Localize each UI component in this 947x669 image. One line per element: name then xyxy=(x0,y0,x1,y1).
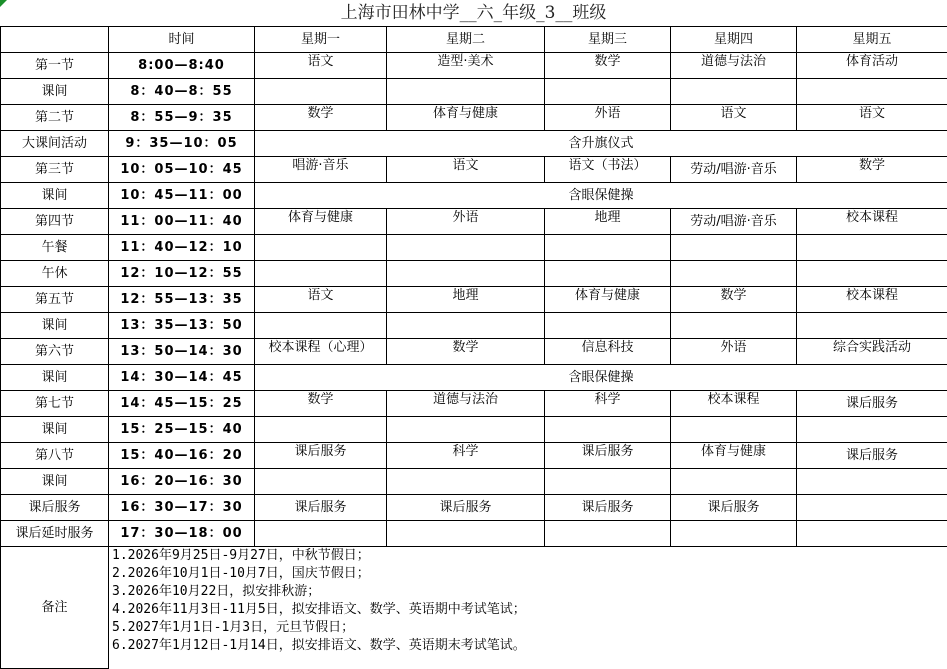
header-thursday[interactable]: 星期四 xyxy=(671,27,797,53)
cell-thursday[interactable]: 课后服务 xyxy=(671,495,797,521)
cell-monday[interactable]: 数学 xyxy=(255,391,387,417)
cell-tuesday[interactable]: 地理 xyxy=(387,287,545,313)
period-time[interactable]: 8：55—9：35 xyxy=(109,105,255,131)
period-time[interactable]: 12：55—13：35 xyxy=(109,287,255,313)
cell-monday[interactable] xyxy=(255,79,387,105)
cell-friday[interactable] xyxy=(797,521,947,547)
cell-tuesday[interactable]: 语文 xyxy=(387,157,545,183)
period-time[interactable]: 12：10—12：55 xyxy=(109,261,255,287)
cell-wednesday[interactable]: 外语 xyxy=(545,105,671,131)
period-time[interactable]: 16：20—16：30 xyxy=(109,469,255,495)
cell-friday[interactable] xyxy=(797,417,947,443)
period-time[interactable]: 10：05—10：45 xyxy=(109,157,255,183)
note-line: 6.2027年1月12日-1月14日，拟安排语文、数学、英语期末考试笔试。 xyxy=(112,637,947,655)
cell-wednesday[interactable]: 地理 xyxy=(545,209,671,235)
period-label[interactable]: 大课间活动 xyxy=(1,131,109,157)
period-time[interactable]: 11：00—11：40 xyxy=(109,209,255,235)
cell-thursday[interactable]: 外语 xyxy=(671,339,797,365)
note-line: 2.2026年10月1日-10月7日，国庆节假日； xyxy=(112,565,947,583)
cell-friday[interactable]: 课后服务 xyxy=(797,391,947,417)
period-label[interactable]: 第七节 xyxy=(1,391,109,417)
cell-monday[interactable]: 唱游·音乐 xyxy=(255,157,387,183)
cell-tuesday[interactable] xyxy=(387,79,545,105)
period-label[interactable]: 午休 xyxy=(1,261,109,287)
cell-friday[interactable] xyxy=(797,313,947,339)
table-row xyxy=(1,131,947,157)
period-label[interactable]: 第八节 xyxy=(1,443,109,469)
period-label[interactable]: 第二节 xyxy=(1,105,109,131)
period-label[interactable]: 课间 xyxy=(1,365,109,391)
period-label[interactable]: 第五节 xyxy=(1,287,109,313)
cell-thursday[interactable]: 劳动/唱游·音乐 xyxy=(671,209,797,235)
cell-wednesday[interactable]: 语文（书法） xyxy=(545,157,671,183)
cell-tuesday[interactable] xyxy=(387,313,545,339)
cell-monday[interactable]: 校本课程（心理） xyxy=(255,339,387,365)
period-label[interactable]: 第四节 xyxy=(1,209,109,235)
cell-thursday[interactable]: 数学 xyxy=(671,287,797,313)
note-line: 4.2026年11月3日-11月5日，拟安排语文、数学、英语期中考试笔试； xyxy=(112,601,947,619)
table-row xyxy=(1,521,947,547)
table-row xyxy=(1,157,947,183)
table-row xyxy=(1,313,947,339)
cell-friday[interactable]: 体育活动 xyxy=(797,53,947,79)
table-row xyxy=(1,495,947,521)
notes-label[interactable]: 备注 xyxy=(1,547,109,669)
table-row xyxy=(1,209,947,235)
cell-thursday[interactable]: 校本课程 xyxy=(671,391,797,417)
table-row xyxy=(1,417,947,443)
cell-tuesday[interactable]: 数学 xyxy=(387,339,545,365)
cell-tuesday[interactable]: 体育与健康 xyxy=(387,105,545,131)
cell-tuesday[interactable]: 造型·美术 xyxy=(387,53,545,79)
period-time[interactable]: 15：40—16：20 xyxy=(109,443,255,469)
header-monday[interactable]: 星期一 xyxy=(255,27,387,53)
cell-friday[interactable] xyxy=(797,235,947,261)
header-corner[interactable] xyxy=(1,27,109,53)
cell-monday[interactable]: 数学 xyxy=(255,105,387,131)
cell-friday[interactable] xyxy=(797,261,947,287)
table-row xyxy=(1,53,947,79)
header-row xyxy=(1,27,947,53)
cell-tuesday[interactable]: 课后服务 xyxy=(387,495,545,521)
cell-wednesday[interactable]: 数学 xyxy=(545,53,671,79)
cell-tuesday[interactable] xyxy=(387,235,545,261)
cell-thursday[interactable] xyxy=(671,235,797,261)
table-row xyxy=(1,105,947,131)
table-row xyxy=(1,469,947,495)
cell-monday[interactable] xyxy=(255,417,387,443)
table-row xyxy=(1,391,947,417)
cell-thursday[interactable]: 道德与法治 xyxy=(671,53,797,79)
table-row xyxy=(1,339,947,365)
merged-activity-cell[interactable]: 含升旗仪式 xyxy=(255,131,947,157)
table-row xyxy=(1,365,947,391)
cell-monday[interactable] xyxy=(255,235,387,261)
cell-wednesday[interactable] xyxy=(545,235,671,261)
cell-monday[interactable] xyxy=(255,261,387,287)
cell-monday[interactable]: 语文 xyxy=(255,53,387,79)
table-row xyxy=(1,443,947,469)
cell-thursday[interactable] xyxy=(671,79,797,105)
period-time[interactable]: 9：35—10：05 xyxy=(109,131,255,157)
period-time[interactable]: 8:00—8:40 xyxy=(109,53,255,79)
cell-monday[interactable] xyxy=(255,521,387,547)
page-title: 上海市田林中学__六_年级_3__班级 xyxy=(0,0,947,26)
cell-friday[interactable]: 语文 xyxy=(797,105,947,131)
cell-wednesday[interactable]: 课后服务 xyxy=(545,443,671,469)
header-wednesday[interactable]: 星期三 xyxy=(545,27,671,53)
cell-wednesday[interactable] xyxy=(545,261,671,287)
cell-thursday[interactable] xyxy=(671,313,797,339)
period-label[interactable]: 课间 xyxy=(1,469,109,495)
note-line: 1.2026年9月25日-9月27日，中秋节假日； xyxy=(112,547,947,565)
cell-wednesday[interactable]: 信息科技 xyxy=(545,339,671,365)
period-label[interactable]: 课间 xyxy=(1,313,109,339)
cell-friday[interactable] xyxy=(797,79,947,105)
period-time[interactable]: 11：40—12：10 xyxy=(109,235,255,261)
note-line: 5.2027年1月1日-1月3日，元旦节假日； xyxy=(112,619,947,637)
cell-wednesday[interactable] xyxy=(545,79,671,105)
table-row xyxy=(1,79,947,105)
header-tuesday[interactable]: 星期二 xyxy=(387,27,545,53)
header-time[interactable]: 时间 xyxy=(109,27,255,53)
cell-thursday[interactable]: 劳动/唱游·音乐 xyxy=(671,157,797,183)
cell-tuesday[interactable] xyxy=(387,521,545,547)
cell-wednesday[interactable] xyxy=(545,313,671,339)
period-label[interactable]: 课间 xyxy=(1,79,109,105)
cell-thursday[interactable] xyxy=(671,469,797,495)
cell-wednesday[interactable]: 课后服务 xyxy=(545,495,671,521)
period-time[interactable]: 10：45—11：00 xyxy=(109,183,255,209)
period-time[interactable]: 16：30—17：30 xyxy=(109,495,255,521)
cell-tuesday[interactable] xyxy=(387,417,545,443)
cell-monday[interactable]: 语文 xyxy=(255,287,387,313)
period-time[interactable]: 17：30—18：00 xyxy=(109,521,255,547)
table-row xyxy=(1,183,947,209)
cell-wednesday[interactable] xyxy=(545,417,671,443)
merged-activity-cell[interactable]: 含眼保健操 xyxy=(255,183,947,209)
cell-wednesday[interactable]: 科学 xyxy=(545,391,671,417)
cell-thursday[interactable] xyxy=(671,521,797,547)
cell-tuesday[interactable] xyxy=(387,261,545,287)
cell-tuesday[interactable]: 科学 xyxy=(387,443,545,469)
period-time[interactable]: 15：25—15：40 xyxy=(109,417,255,443)
period-time[interactable]: 8：40—8：55 xyxy=(109,79,255,105)
cell-friday[interactable]: 综合实践活动 xyxy=(797,339,947,365)
cell-tuesday[interactable]: 外语 xyxy=(387,209,545,235)
period-label[interactable]: 第一节 xyxy=(1,53,109,79)
cell-tuesday[interactable] xyxy=(387,469,545,495)
cell-friday[interactable]: 校本课程 xyxy=(797,287,947,313)
cell-tuesday[interactable]: 道德与法治 xyxy=(387,391,545,417)
cell-friday[interactable]: 数学 xyxy=(797,157,947,183)
table-row xyxy=(1,261,947,287)
notes-content[interactable] xyxy=(109,547,947,669)
cell-monday[interactable] xyxy=(255,313,387,339)
timetable xyxy=(0,26,947,669)
cell-friday[interactable]: 课后服务 xyxy=(797,443,947,469)
cell-monday[interactable]: 课后服务 xyxy=(255,443,387,469)
notes-row xyxy=(1,547,947,669)
cell-monday[interactable]: 体育与健康 xyxy=(255,209,387,235)
cell-wednesday[interactable] xyxy=(545,469,671,495)
cell-monday[interactable] xyxy=(255,469,387,495)
period-label[interactable]: 午餐 xyxy=(1,235,109,261)
merged-activity-cell[interactable]: 含眼保健操 xyxy=(255,365,947,391)
cell-friday[interactable] xyxy=(797,469,947,495)
cell-wednesday[interactable] xyxy=(545,521,671,547)
header-friday[interactable]: 星期五 xyxy=(797,27,947,53)
cell-friday[interactable]: 校本课程 xyxy=(797,209,947,235)
period-time[interactable]: 14：30—14：45 xyxy=(109,365,255,391)
cell-thursday[interactable]: 体育与健康 xyxy=(671,443,797,469)
table-row xyxy=(1,287,947,313)
period-time[interactable]: 13：50—14：30 xyxy=(109,339,255,365)
cell-friday[interactable] xyxy=(797,495,947,521)
note-line: 3.2026年10月22日，拟安排秋游； xyxy=(112,583,947,601)
period-label[interactable]: 课后延时服务 xyxy=(1,521,109,547)
period-label[interactable]: 第三节 xyxy=(1,157,109,183)
cell-wednesday[interactable]: 体育与健康 xyxy=(545,287,671,313)
table-row xyxy=(1,235,947,261)
period-time[interactable]: 13：35—13：50 xyxy=(109,313,255,339)
period-time[interactable]: 14：45—15：25 xyxy=(109,391,255,417)
cell-thursday[interactable] xyxy=(671,261,797,287)
period-label[interactable]: 课后服务 xyxy=(1,495,109,521)
period-label[interactable]: 第六节 xyxy=(1,339,109,365)
cell-thursday[interactable] xyxy=(671,417,797,443)
period-label[interactable]: 课间 xyxy=(1,183,109,209)
cell-thursday[interactable]: 语文 xyxy=(671,105,797,131)
period-label[interactable]: 课间 xyxy=(1,417,109,443)
cell-monday[interactable]: 课后服务 xyxy=(255,495,387,521)
